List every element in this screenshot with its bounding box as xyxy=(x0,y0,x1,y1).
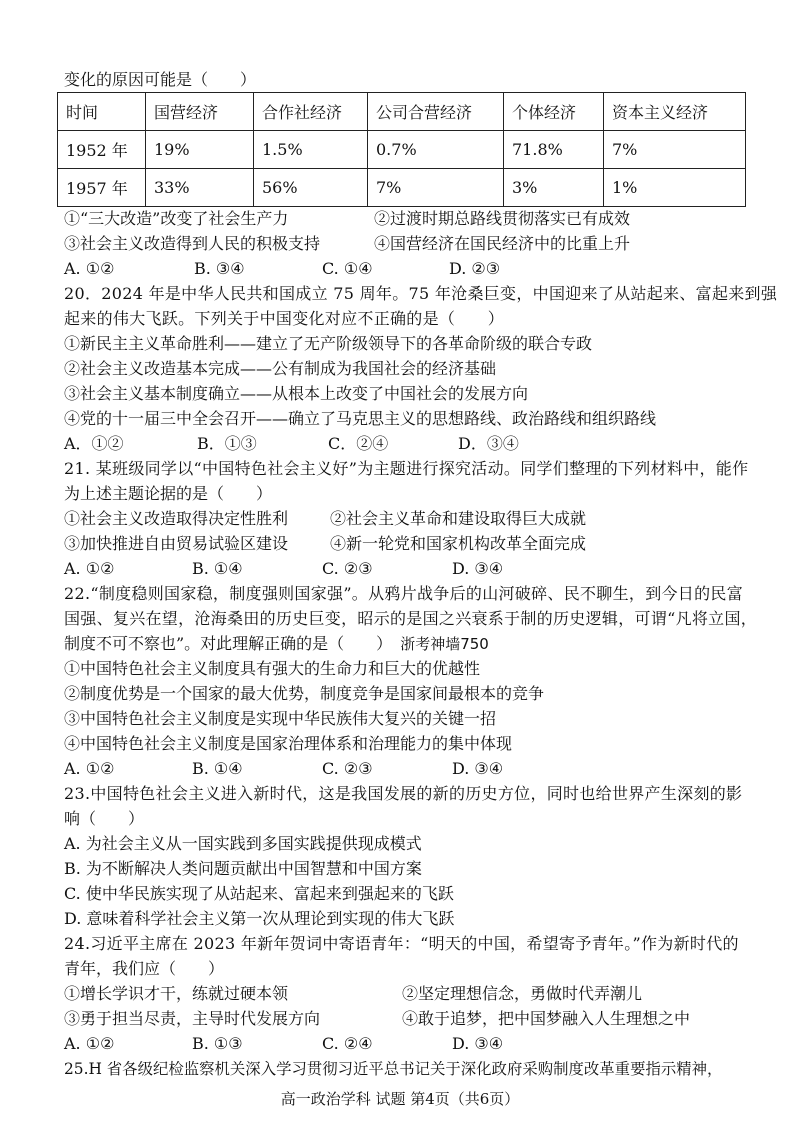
option-d[interactable]: D．③④ xyxy=(458,434,519,453)
option-d[interactable]: D. ③④ xyxy=(452,1034,504,1053)
option-b[interactable]: B. ①④ xyxy=(192,559,243,578)
option-c[interactable]: C. ②④ xyxy=(322,1034,373,1053)
option-b[interactable]: B. ①④ xyxy=(192,759,243,778)
q20-statement-3: ③社会主义基本制度确立——从根本上改变了中国社会的发展方向 xyxy=(64,384,529,403)
q22-stem-line-2: 国强、复兴在望，沧海桑田的历史巨变，昭示的是国之兴衰系于制的历史逻辑，可谓“凡将立国， xyxy=(64,609,758,628)
table-header-cell: 公司合营经济 xyxy=(368,93,504,131)
q24-statement-2: ②坚定理想信念，勇做时代弄潮儿 xyxy=(402,984,643,1003)
q24-options xyxy=(64,1034,564,1056)
q23-option-a[interactable]: A. 为社会主义从一国实践到多国实践提供现成模式 xyxy=(64,834,422,853)
q20-stem-line-1: 20．2024 年是中华人民共和国成立 75 周年。75 年沧桑巨变，中国迎来了从站起来、富起来到强 xyxy=(64,284,778,303)
table-cell: 0.7% xyxy=(368,131,504,169)
q21-stem-line-2: 为上述主题论据的是（ ） xyxy=(64,484,273,503)
page-footer: 高一政治学科 试题 第4页（共6页） xyxy=(280,1090,520,1108)
option-d[interactable]: D. ②③ xyxy=(449,259,501,278)
option-c[interactable]: C．②④ xyxy=(328,434,389,453)
q21-statement-1: ①社会主义改造取得决定性胜利 xyxy=(64,509,289,528)
q19-stem-end: 变化的原因可能是（ ） xyxy=(64,70,257,89)
q21-statement-2: ②社会主义革命和建设取得巨大成就 xyxy=(330,509,587,528)
q23-stem-line-2: 响（ ） xyxy=(64,809,145,828)
table-cell: 7% xyxy=(368,169,504,207)
q24-stem-line-2: 青年，我们应（ ） xyxy=(64,959,225,978)
q22-options xyxy=(64,759,564,781)
q23-option-b[interactable]: B. 为不断解决人类问题贡献出中国智慧和中国方案 xyxy=(64,859,422,878)
option-b[interactable]: B．①③ xyxy=(197,434,257,453)
q24-statement-1: ①增长学识才干，练就过硬本领 xyxy=(64,984,289,1003)
table-cell: 1952 年 xyxy=(58,131,146,169)
table-cell: 3% xyxy=(504,169,604,207)
q19-statement-3: ③社会主义改造得到人民的积极支持 xyxy=(64,234,321,253)
q22-statement-4: ④中国特色社会主义制度是国家治理体系和治理能力的集中体现 xyxy=(64,734,513,753)
q24-statement-4: ④敢于追梦，把中国梦融入人生理想之中 xyxy=(402,1009,691,1028)
option-d[interactable]: D. ③④ xyxy=(452,559,504,578)
q23-option-d[interactable]: D. 意味着科学社会主义第一次从理论到实现的伟大飞跃 xyxy=(64,909,455,928)
option-c[interactable]: C. ①④ xyxy=(322,259,373,278)
table-cell: 1957 年 xyxy=(58,169,146,207)
option-a[interactable]: A．①② xyxy=(64,434,124,453)
option-a[interactable]: A. ①② xyxy=(64,759,115,778)
q22-stem-line-3 xyxy=(64,634,489,656)
table-row xyxy=(58,131,746,169)
table-cell: 33% xyxy=(146,169,254,207)
q22-statement-1: ①中国特色社会主义制度具有强大的生命力和巨大的优越性 xyxy=(64,659,481,678)
q19-statement-1: ①“三大改造”改变了社会生产力 xyxy=(64,209,289,228)
table-header-cell: 合作社经济 xyxy=(254,93,368,131)
table-cell: 19% xyxy=(146,131,254,169)
option-a[interactable]: A. ①② xyxy=(64,559,115,578)
table-header-row xyxy=(58,93,746,131)
q19-statement-4: ④国营经济在国民经济中的比重上升 xyxy=(374,234,631,253)
q22-statement-3: ③中国特色社会主义制度是实现中华民族伟大复兴的关键一招 xyxy=(64,709,497,728)
table-header-cell: 资本主义经济 xyxy=(604,93,746,131)
q22-stem-line-1: 22.“制度稳则国家稳，制度强则国家强”。从鸦片战争后的山河破碎、民不聊生，到今日的民富 xyxy=(64,584,744,603)
q21-statement-4: ④新一轮党和国家机构改革全面完成 xyxy=(330,534,587,553)
table-header-cell: 国营经济 xyxy=(146,93,254,131)
table-cell: 71.8% xyxy=(504,131,604,169)
table-row xyxy=(58,169,746,207)
table-cell: 1.5% xyxy=(254,131,368,169)
q20-stem-line-2: 起来的伟大飞跃。下列关于中国变化对应不正确的是（ ） xyxy=(64,309,505,328)
q20-options xyxy=(64,434,564,456)
q21-statement-3: ③加快推进自由贸易试验区建设 xyxy=(64,534,289,553)
q22-statement-2: ②制度优势是一个国家的最大优势，制度竞争是国家间最根本的竞争 xyxy=(64,684,545,703)
q20-statement-4: ④党的十一届三中全会召开——确立了马克思主义的思想路线、政治路线和组织路线 xyxy=(64,409,657,428)
table-header-cell: 个体经济 xyxy=(504,93,604,131)
watermark-text: 浙考神墙750 xyxy=(400,635,489,653)
table-cell: 1% xyxy=(604,169,746,207)
economy-table xyxy=(57,92,746,207)
option-a[interactable]: A. ①② xyxy=(64,259,115,278)
q24-statement-3: ③勇于担当尽责，主导时代发展方向 xyxy=(64,1009,321,1028)
q20-statement-1: ①新民主主义革命胜利——建立了无产阶级领导下的各革命阶级的联合专政 xyxy=(64,334,593,353)
q19-statement-2: ②过渡时期总路线贯彻落实已有成效 xyxy=(374,209,631,228)
q22-stem-text: 制度不可不察也”。对此理解正确的是（ ） xyxy=(64,634,401,653)
table-cell: 56% xyxy=(254,169,368,207)
q23-stem-line-1: 23.中国特色社会主义进入新时代，这是我国发展的新的历史方位，同时也给世界产生深刻的影 xyxy=(64,784,743,803)
option-d[interactable]: D. ③④ xyxy=(452,759,504,778)
option-c[interactable]: C. ②③ xyxy=(322,759,373,778)
option-a[interactable]: A. ①② xyxy=(64,1034,115,1053)
q24-stem-line-1: 24.习近平主席在 2023 年新年贺词中寄语青年：“明天的中国，希望寄予青年。”作为新时代的 xyxy=(64,934,739,953)
q21-options xyxy=(64,559,564,581)
q20-statement-2: ②社会主义改造基本完成——公有制成为我国社会的经济基础 xyxy=(64,359,497,378)
option-c[interactable]: C. ②③ xyxy=(322,559,373,578)
option-b[interactable]: B. ①③ xyxy=(192,1034,243,1053)
q25-stem-line-1: 25.H 省各级纪检监察机关深入学习贯彻习近平总书记关于深化政府采购制度改革重要指示精神， xyxy=(64,1060,723,1078)
q23-option-c[interactable]: C. 使中华民族实现了从站起来、富起来到强起来的飞跃 xyxy=(64,884,454,903)
option-b[interactable]: B. ③④ xyxy=(194,259,245,278)
q21-stem-line-1: 21. 某班级同学以“中国特色社会主义好”为主题进行探究活动。同学们整理的下列材料中，能作 xyxy=(64,459,749,478)
table-header-cell: 时间 xyxy=(58,93,146,131)
q19-options xyxy=(64,259,564,281)
table-cell: 7% xyxy=(604,131,746,169)
